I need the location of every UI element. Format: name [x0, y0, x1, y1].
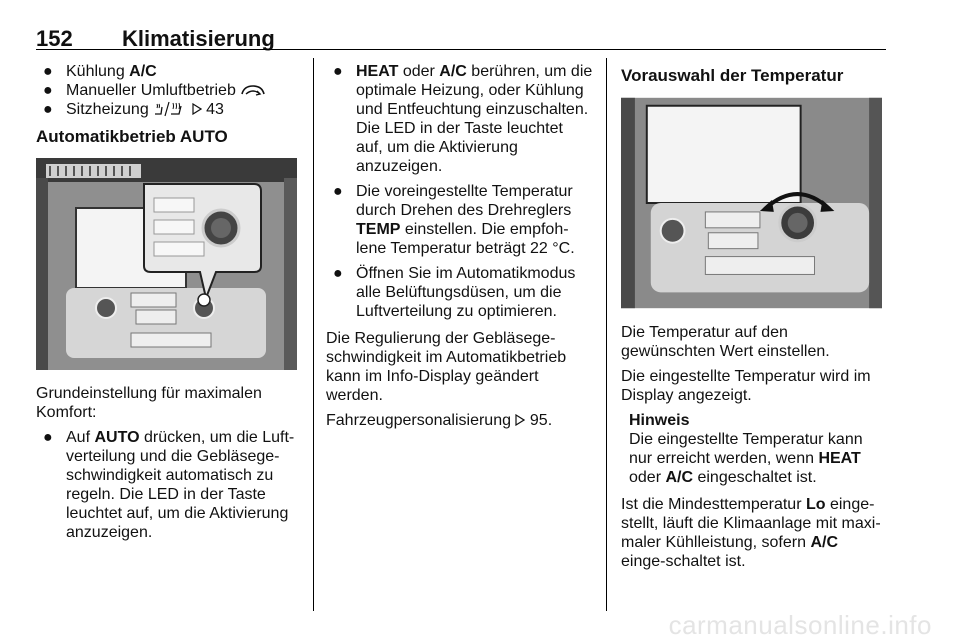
paragraph: Die Temperatur auf den gewünschten Wert einstellen. — [621, 324, 830, 360]
note-title: Hinweis — [629, 412, 690, 429]
column-divider-1 — [313, 58, 314, 611]
column-1 — [36, 62, 300, 550]
list-item: ● Öffnen Sie im Automatikmodus alle Belüftungsdüsen, um die Luftverteilung zu optimieren. — [333, 265, 576, 320]
list-item: ● Sitzheizung 43 — [43, 101, 224, 118]
section-heading: Vorauswahl der Temperatur — [621, 66, 844, 85]
column-3 — [621, 62, 885, 577]
auto-list — [36, 428, 300, 542]
chapter-title: Klimatisierung — [122, 26, 275, 51]
paragraph: Ist die Mindesttemperatur Lo einge-stellt, läuft die Klimaanlage mit maxi-maler Kühlleistung, sofern A/C einge-schaltet ist. — [621, 496, 881, 570]
seat-heat-icon — [153, 101, 187, 117]
paragraph: Fahrzeugpersonalisierung 95. — [326, 412, 553, 429]
feature-list — [36, 62, 300, 119]
page-number: 152 — [36, 26, 73, 51]
intro-text: Grundeinstellung für maximalen Komfort: — [36, 385, 262, 421]
list-item: ● Kühlung A/C — [43, 63, 157, 80]
figure-temperature-knob — [621, 97, 882, 309]
paragraph: Die Regulierung der Gebläsege-schwindigkeit im Automatikbetrieb kann im Info-Display geändert werden. — [326, 330, 567, 404]
list-item: ● Auf AUTO drücken, um die Luft-verteilung und die Gebläsege-schwindigkeit automatisch zu regeln. Die LED in der Taste leuchtet auf, um die Aktivierung anzuzeigen. — [43, 429, 295, 541]
note-text: Die eingestellte Temperatur kann nur erreicht werden, wenn HEAT oder A/C eingeschaltet ist. — [629, 431, 863, 486]
header-rule — [36, 49, 886, 50]
note-box — [621, 411, 885, 487]
watermark: carmanualsonline.info — [668, 610, 932, 640]
column-divider-2 — [606, 58, 607, 611]
page-header — [36, 20, 886, 50]
paragraph: Die eingestellte Temperatur wird im Display angezeigt. — [621, 368, 871, 404]
figure-climate-control-auto — [36, 158, 297, 370]
list-item: ● Manueller Umluftbetrieb — [36, 81, 300, 100]
list-item: ● HEAT oder A/C berühren, um die optimale Heizung, oder Kühlung und Entfeuchtung einzuschalten. Die LED in der Taste leuchtet auf, um die Aktivierung anzuzeigen. — [333, 63, 593, 175]
list-item: ● Die voreingestellte Temperatur durch Drehen des Drehreglers TEMP einstellen. Die empfoh-lene Temperatur beträgt 22 °C. — [333, 183, 575, 257]
section-heading: Automatikbetrieb AUTO — [36, 127, 228, 146]
page-reference-icon — [192, 103, 202, 115]
auto-mode-list — [326, 62, 594, 321]
column-2 — [326, 62, 594, 436]
recirculation-icon — [240, 83, 266, 97]
page-reference-icon — [515, 414, 525, 426]
